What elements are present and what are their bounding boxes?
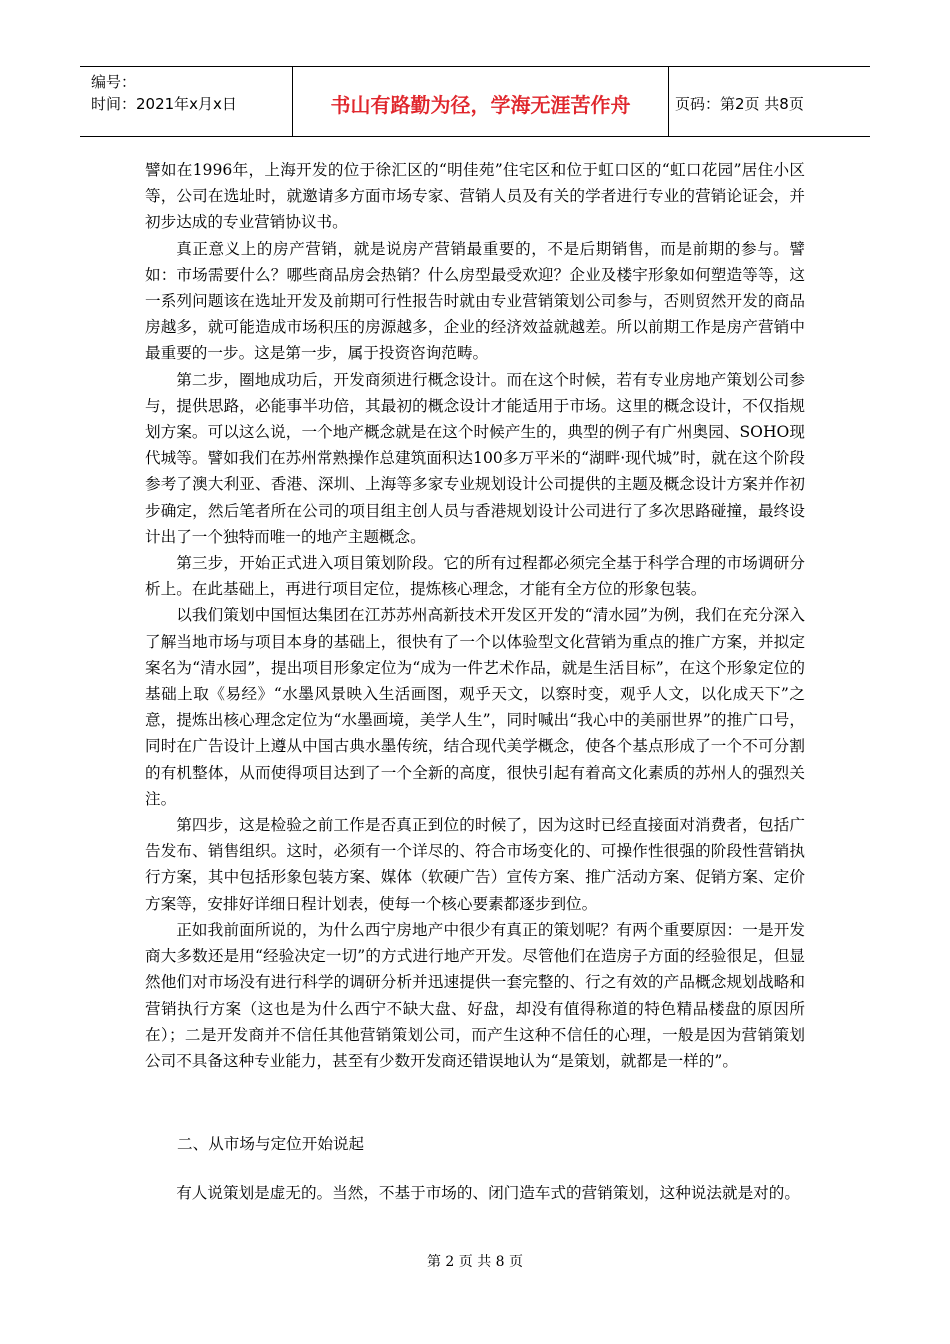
paragraph-1: 譬如在1996年，上海开发的位于徐汇区的“明佳苑”住宅区和位于虹口区的“虹口花园”居住小区等，公司在选址时，就邀请多方面市场专家、营销人员及有关的学者进行专业的营销论证会，并初步达成的专业营销协议书。 xyxy=(145,161,805,232)
page-header xyxy=(80,66,870,137)
paragraph-5: 以我们策划中国恒达集团在江苏苏州高新技术开发区开发的“清水园”为例，我们在充分深入了解当地市场与项目本身的基础上，很快有了一个以体验型文化营销为重点的推广方案，并拟定案名为“清水园”，提出项目形象定位为“成为一件艺术作品，就是生活目标”，在这个形象定位的基础上取《易经》“水墨风景映入生活画图，观乎天文，以察时变，观乎人文，以化成天下”之意，提炼出核心理念定位为“水墨画境，美学人生”，同时喊出“我心中的美丽世界”的推广口号，同时在广告设计上遵从中国古典水墨传统，结合现代美学概念，使各个基点形成了一个不可分割的有机整体，从而使得项目达到了一个全新的高度，很快引起有着高文化素质的苏州人的强烈关注。 xyxy=(145,606,805,808)
page-footer: 第 2 页 共 8 页 xyxy=(426,1254,524,1270)
paragraph-7: 正如我前面所说的，为什么西宁房地产中很少有真正的策划呢？有两个重要原因：一是开发商大多数还是用“经验决定一切”的方式进行地产开发。尽管他们在造房子方面的经验很足，但显然他们对市场没有进行科学的调研分析并迅速提供一套完整的、行之有效的产品概念规划战略和营销执行方案（这也是为什么西宁不缺大盘、好盘，却没有值得称道的特色精品楼盘的原因所在）；二是开发商并不信任其他营销策划公司，而产生这种不信任的心理，一般是因为营销策划公司不具备这种专业能力，甚至有少数开发商还错误地认为“是策划，就都是一样的”。 xyxy=(145,920,805,1070)
section-heading: 二、从市场与定位开始说起 xyxy=(177,1135,365,1153)
number-label: 编号： xyxy=(91,73,137,91)
paragraph-2: 真正意义上的房产营销，就是说房产营销最重要的，不是后期销售，而是前期的参与。譬如：市场需要什么？哪些商品房会热销？什么房型最受欢迎？企业及楼宇形象如何塑造等等，这一系列问题该在选址开发及前期可行性报告时就由专业营销策划公司参与，否则贸然开发的商品房越多，就可能造成市场积压的房源越多，企业的经济效益就越差。所以前期工作是房产营销中最重要的一步。这是第一步，属于投资咨询范畴。 xyxy=(145,239,805,363)
paragraph-3: 第二步，圈地成功后，开发商须进行概念设计。而在这个时候，若有专业房地产策划公司参与，提供思路，必能事半功倍，其最初的概念设计才能适用于市场。这里的概念设计，不仅指规划方案。可以这么说，一个地产概念就是在这个时候产生的，典型的例子有广州奥园、SOHO现代城等。譬如我们在苏州常熟操作总建筑面积达100多万平米的“湖畔·现代城”时，就在这个阶段参考了澳大利亚、香港、深圳、上海等多家专业规划设计公司提供的主题及概念设计方案并作初步确定，然后笔者所在公司的项目组主创人员与香港规划设计公司进行了多次思路碰撞，最终设计出了一个独特而唯一的地产主题概念。 xyxy=(145,370,805,546)
header-page-info: 页码：第2页 共8页 xyxy=(675,95,804,113)
tail-text xyxy=(145,1180,805,1206)
header-meta xyxy=(80,67,293,136)
header-motto: 书山有路勤为径，学海无涯苦作舟 xyxy=(293,67,669,136)
paragraph-6: 第四步，这是检验之前工作是否真正到位的时候了，因为这时已经直接面对消费者，包括广告发布、销售组织。这时，必须有一个详尽的、符合市场变化的、可操作性很强的阶段性营销执行方案，其中包括形象包装方案、媒体（软硬广告）宣传方案、推广活动方案、促销方案、定价方案等，安排好详细日程计划表，使每一个核心要素都逐步到位。 xyxy=(145,816,805,913)
body-text xyxy=(145,157,805,1074)
paragraph-8: 有人说策划是虚无的。当然，不基于市场的、闭门造车式的营销策划，这种说法就是对的。 xyxy=(176,1184,800,1202)
date-label: 时间：2021年x月x日 xyxy=(91,95,237,113)
paragraph-4: 第三步，开始正式进入项目策划阶段。它的所有过程都必须完全基于科学合理的市场调研分析上。在此基础上，再进行项目定位，提炼核心理念，才能有全方位的形象包装。 xyxy=(145,554,805,599)
